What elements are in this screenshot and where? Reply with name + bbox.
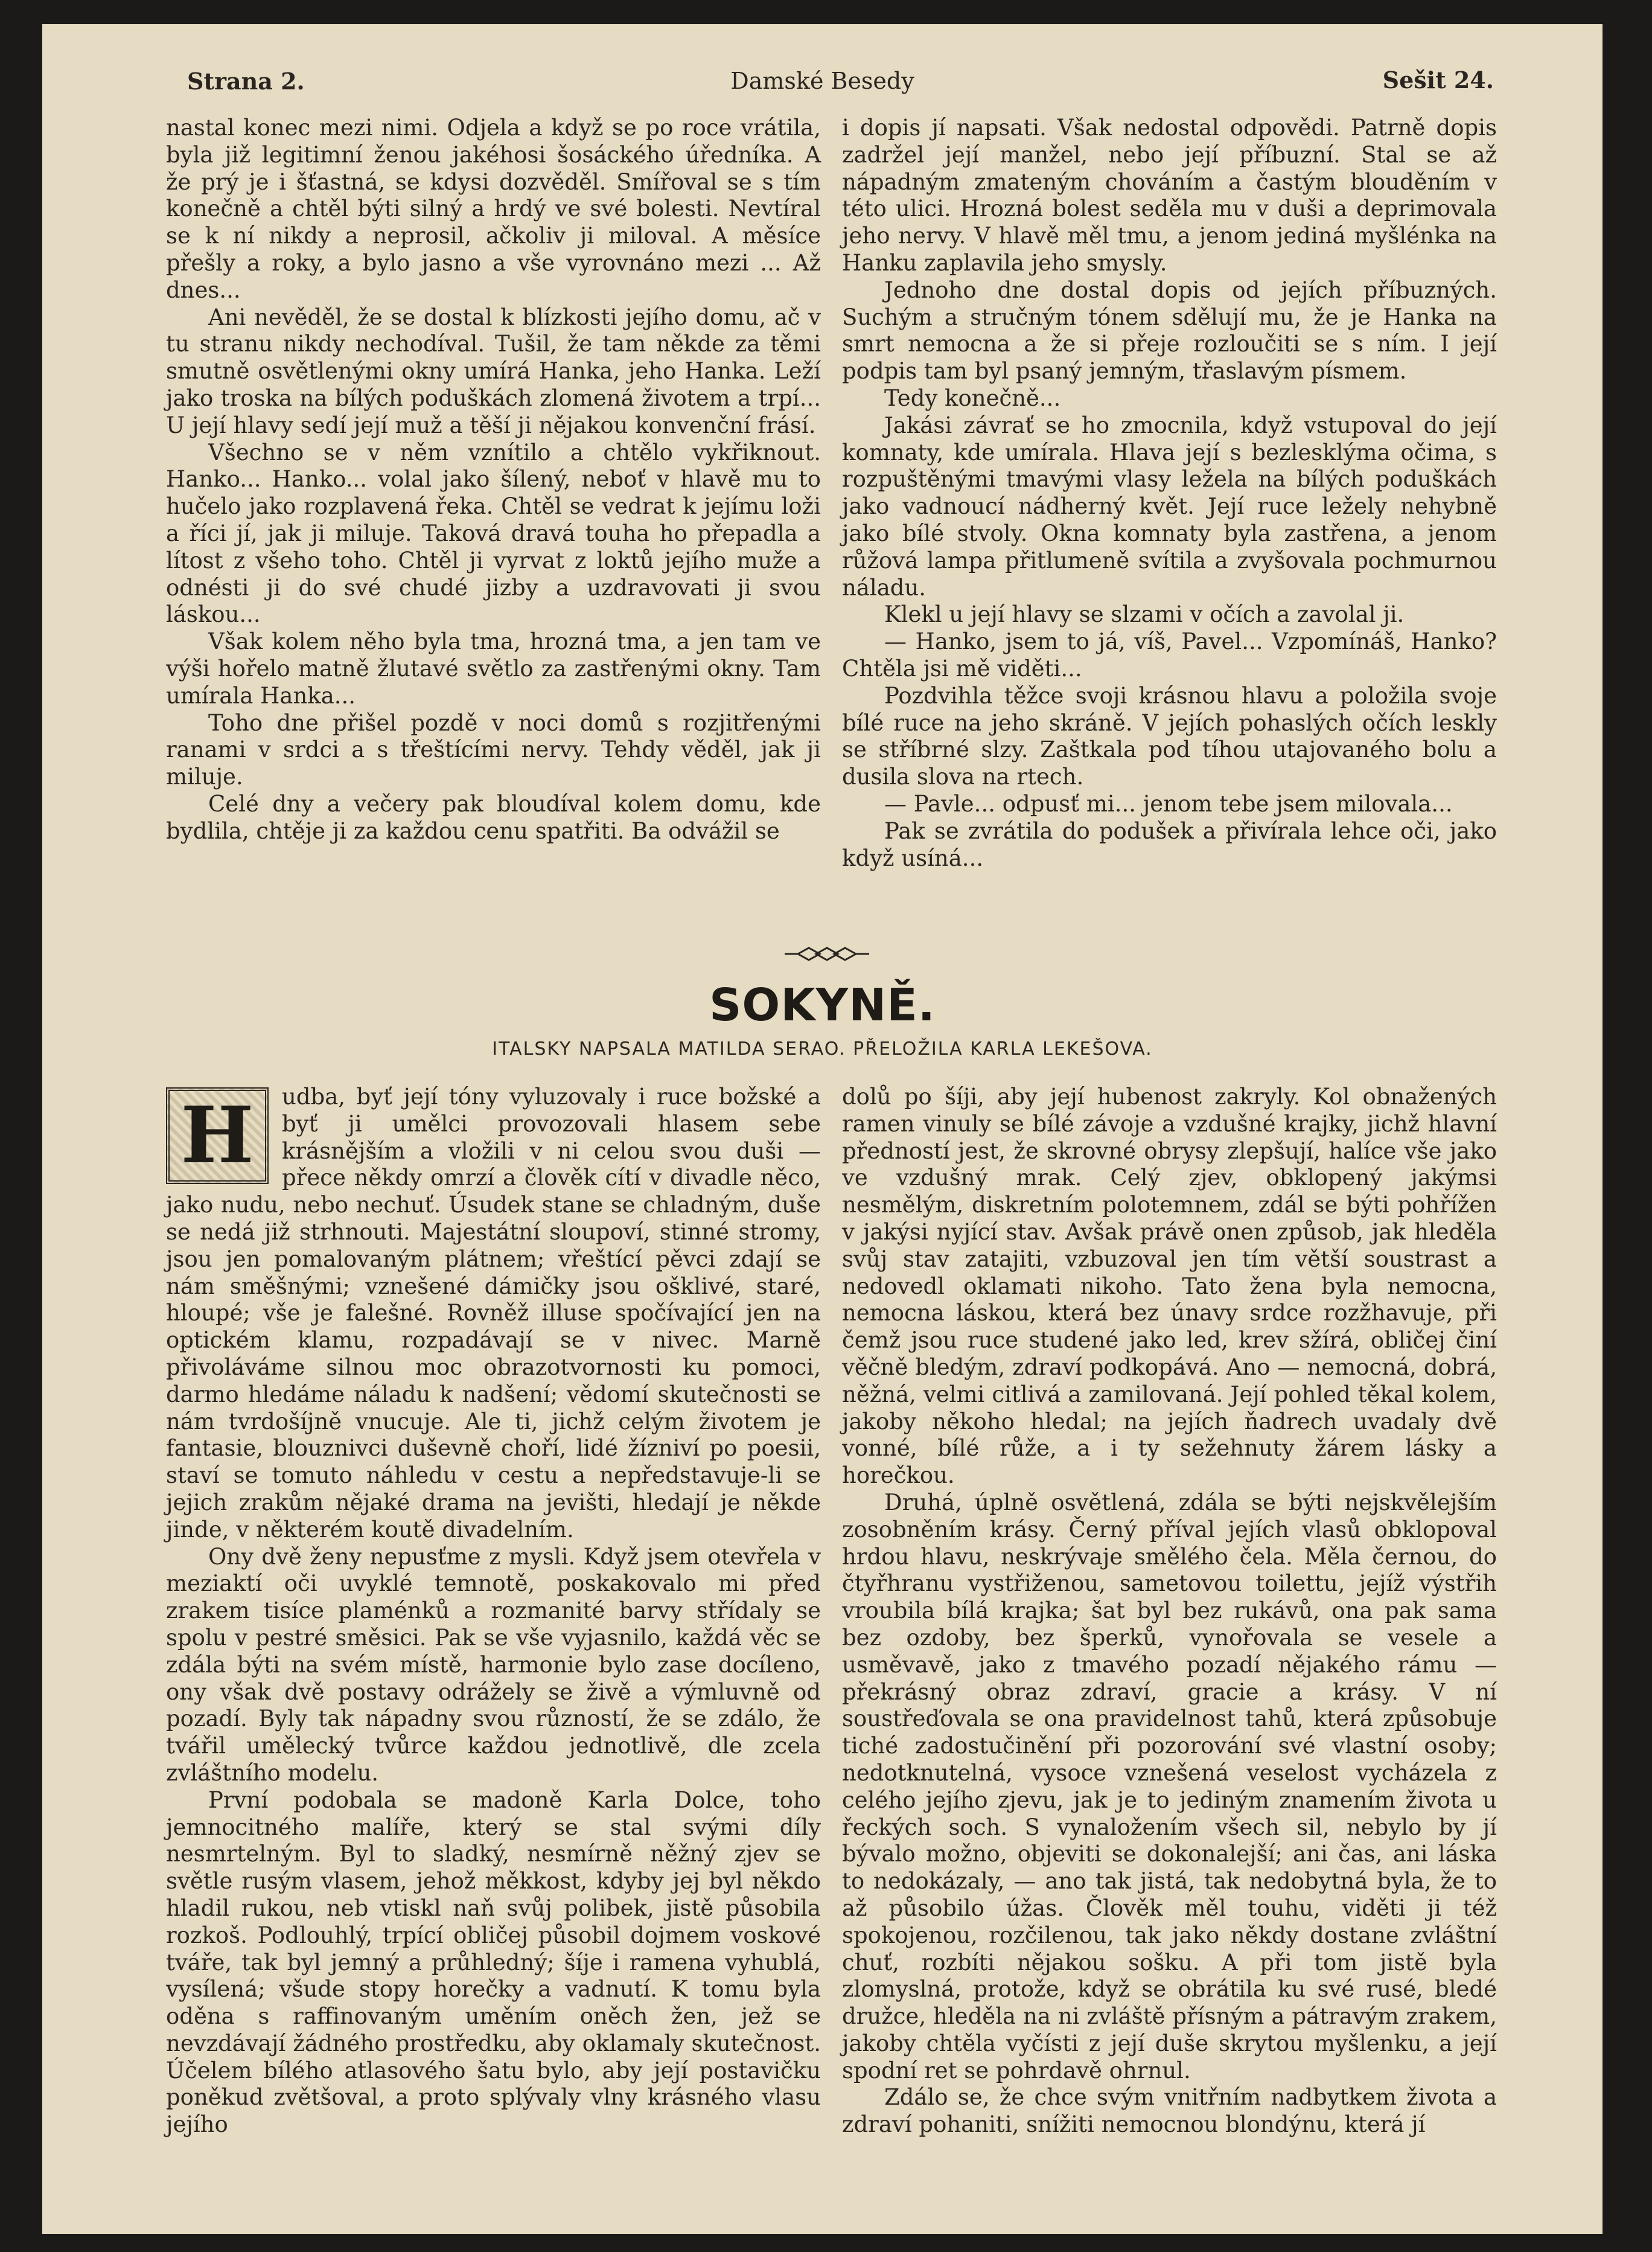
paragraph: Tedy konečně... (884, 385, 1061, 411)
story2-column-left (166, 1084, 821, 2138)
paragraph: Zdálo se, že chce svým vnitřním nadbytkem života a zdraví pohaniti, snížiti nemocnou blondýnu, která jí (842, 2084, 1497, 2138)
paragraph: Toho dne přišel pozdě v noci domů s rozjitřenými ranami v srdci a s třeštícími nervy. Tehdy věděl, jak ji miluje. (166, 709, 821, 790)
paragraph: Jakási závrať se ho zmocnila, když vstupoval do její komnaty, kde umírala. Hlava její s bezlesklýma očima, s rozpuštěnými tmavými vlasy ležela na bílých poduškách jako vadnoucí nádherný květ. Její ruce ležely nehybně jako bílé stvoly. Okna komnaty byla zastřena, a jenom růžová lampa přitlumeně svítila a zvyšovala pochmurnou náladu. (842, 412, 1497, 601)
paragraph: První podobala se madoně Karla Dolce, toho jemnocitného malíře, který se stal svými díly nesmrtelným. Byl to sladký, nesmírně něžný zjev se světle rusým vlasem, jehož měkkost, kdyby jej byl někdo hladil rukou, neb vtiskl naň svůj polibek, jistě působila rozkoš. Podlouhlý, trpící obličej působil dojmem voskové tváře, tak byl jemný a průhledný; šíje i ramena vyhublá, vysílená; všude stopy horečky a vadnutí. K tomu byla oděna s raffinovaným uměním oněch žen, jež se nevzdávají žádného prostředku, aby oklamaly skutečnost. Účelem bílého atlasového šatu bylo, aby její postavičku poněkud zvětšoval, a proto splývaly vlny krásného vlasu jejího (166, 1787, 821, 2138)
paragraph: Jednoho dne dostal dopis od jejích příbuzných. Suchým a stručným tónem sdělují mu, že je Hanka na smrt nemocna a že si přeje rozloučiti se s ním. I její podpis tam byl psaný jemným, třaslavým písmem. (842, 277, 1497, 385)
running-header (42, 43, 1603, 95)
paragraph: udba, byť její tóny vyluzovaly i ruce božské a byť ji umělci provozovali hlasem sebe krásnějším a vložili v ni celou svou duši — přece někdy omrzí a člověk cítí v divadle něco, jako nudu, nebo nechuť. Úsudek stane se chladným, duše se nedá již strhnouti. Majestátní sloupoví, stinné stromy, jsou jen pomalovaným plátnem; vřeštící pěvci zdají se nám směšnými; vznešené dámičky jsou ošklivé, staré, hloupé; vše je falešné. Rovněž illuse spočívající jen na optickém klamu, rozpadávají se v nivec. Marně přivoláváme silnou moc obrazotvornosti ku pomoci, darmo hledáme náladu k nadšení; vědomí skutečnosti se nám tvrdošíjně vnucuje. Ale ti, jichž celým životem je fantasie, blouznivci duševně choří, lidé žízniví po poesii, staví se tomuto náhledu v cestu a nepředstavuje-li se jejich zrakům nějaké drama na jevišti, hledají je někde jinde, v některém koutě divadelním. (166, 1084, 821, 1543)
issue-number: Sešit 24. (1382, 66, 1494, 94)
paragraph: dolů po šíji, aby její hubenost zakryly. Kol obnažených ramen vinuly se bílé závoje a vzdušné krajky, jichž hlavní předností jest, že skrovné obrysy zlepšují, halíce vše jako ve vzdušný mrak. Celý zjev, obklopený jakýmsi nesmělým, diskretním polotemnem, zdál se býti pohřížen v jakýsi nyjící stav. Avšak právě onen způsob, jak hleděla svůj stav zatajiti, vzbuzoval jen tím větší soustrast a nedovedl oklamati nikoho. Tato žena byla nemocna, nemocna láskou, která bez únavy srdce rozžhavuje, při čemž jsou ruce studené jako led, krev sžírá, obličej činí věčně bledým, zdraví podkopává. Ano — nemocná, dobrá, něžná, velmi citlivá a zamilovaná. Její pohled těkal kolem, jakoby někoho hledal; na jejích ňadrech uvadaly dvě vonné, bílé růže, a i ty sežehnuty žárem lásky a horečkou. (842, 1084, 1497, 1489)
magazine-page (42, 24, 1603, 2234)
paragraph: Všechno se v něm vznítilo a chtělo vykřiknout. Hanko... Hanko... volal jako šílený, neboť v hlavě mu to hučelo jako rozplavená řeka. Chtěl se vedrat k jejímu loži a říci jí, jak ji miluje. Taková dravá touha ho přepadla a lítost z všeho toho. Chtěl ji vyrvat z loktů jejího muže a odnésti ji do své chudé jizby a uzdravovati ji svou láskou... (166, 439, 821, 628)
page-number: Strana 2. (187, 68, 305, 95)
paragraph: Celé dny a večery pak bloudíval kolem domu, kde bydlila, chtěje ji za každou cenu spatřiti. Ba odvážil se (166, 790, 821, 844)
article-title: SOKYNĚ. (709, 979, 936, 1031)
paragraph: Klekl u její hlavy se slzami v očích a zavolal ji. (884, 601, 1405, 628)
ornament-divider-icon (785, 945, 869, 963)
paragraph: i dopis jí napsati. Však nedostal odpovědi. Patrně dopis zadržel její manžel, nebo její příbuzní. Stal se až nápadným zmateným chováním a častým blouděním v této ulici. Hrozná bolest seděla mu v duši a deprimovala jeho nervy. V hlavě měl tmu, a jenom jediná myšlénka na Hanku zaplavila jeho smysly. (842, 115, 1497, 276)
story1-column-right (842, 115, 1497, 872)
paragraph: nastal konec mezi nimi. Odjela a když se po roce vrátila, byla již legitimní ženou jakéhosi šosáckého úředníka. A že prý je i šťastná, se kdysi dozvěděl. Smířoval se s tím konečně a chtěl býti silný a hrdý ve své bolesti. Nevtíral se k ní nikdy a neprosil, ačkoliv ji miloval. A měsíce přešly a roky, a bylo jasno a vše vyrovnáno mezi ... Až dnes... (166, 115, 821, 303)
paragraph: — Pavle... odpusť mi... jenom tebe jsem milovala... (884, 790, 1453, 817)
story1-column-left (166, 115, 821, 845)
paragraph: — Hanko, jsem to já, víš, Pavel... Vzpomínáš, Hanko? Chtěla jsi mě viděti... (842, 629, 1497, 682)
paragraph: Pozdvihla těžce svoji krásnou hlavu a položila svoje bílé ruce na jeho skráně. V jejích pohaslých očích leskly se stříbrné slzy. Zaštkala pod tíhou utajovaného bolu a dusila slova na rtech. (842, 682, 1497, 790)
article-byline: ITALSKY NAPSALA MATILDA SERAO. PŘELOŽILA KARLA LEKEŠOVA. (492, 1038, 1153, 1060)
paragraph: Ony dvě ženy nepusťme z mysli. Když jsem otevřela v meziaktí oči uvyklé temnotě, poskakovalo mi před zrakem tisíce plaménků a rozmanité barvy střídaly se spolu v pestré směsici. Pak se vše vyjasnilo, každá věc se zdála býti na svém místě, harmonie bylo zase docíleno, ony však dvě postavy odrážely se živě a výmluvně od pozadí. Byly tak nápadny svou růzností, že se zdálo, že tvářil umělecký tvůrce každou jednotlivě, dle zcela zvláštního modelu. (166, 1543, 821, 1786)
paragraph: Druhá, úplně osvětlená, zdála se býti nejskvělejším zosobněním krásy. Černý příval jejích vlasů obklopoval hrdou hlavu, neskrývaje smělého čela. Měla černou, do čtyřhranu vystřiženou, sametovou toilettu, jejíž výstřih vroubila bílá krajka; šat byl bez rukávů, ona pak sama bez ozdoby, bez šperků, vynořovala se vesele a usměvavě, jako z tmavého pozadí nějakého rámu — překrásný obraz zdraví, gracie a krásy. V ní soustřeďovala se ona pravidelnost tahů, která způsobuje tiché zadostučinění při pozorování své vlastní osoby; nedotknutelná, vysoce vznešená veselost vycházela z celého jejího zjevu, jak je to jediným znamením života u řeckých soch. S vynaložením všech sil, nebylo by jí bývalo možno, objeviti se dokonalejší; ani čas, ani láska to nedokázaly, — ano tak jistá, tak nedobytná byla, že to až působilo úžas. Člověk měl touhu, viděti ji též spokojenou, rozčilenou, tak jako někdy dostane zvláštní chuť, rozbíti nějakou sošku. A při tom jistě byla zlomyslná, protože, když se obrátila ku své rusé, bledé družce, hleděla na ni zvláště přísným a pátravým zrakem, jakoby chtěla vyčísti z její duše skrytou myšlenku, a její spodní ret se pohrdavě ohrnul. (842, 1489, 1497, 2084)
paragraph: Však kolem něho byla tma, hrozná tma, a jen tam ve výši hořelo matně žlutavé světlo za zastřenými okny. Tam umírala Hanka... (166, 629, 821, 709)
paragraph: Ani nevěděl, že se dostal k blízkosti jejího domu, ač v tu stranu nikdy nechodíval. Tušil, že tam někde za těmi smutně osvětlenými okny umírá Hanka, jeho Hanka. Leží jako troska na bílých poduškách zlomená životem a trpí... U její hlavy sedí její muž a těší ji nějakou konvenční frásí. (166, 304, 821, 438)
story2-column-right (842, 1084, 1497, 2138)
drop-cap: H (166, 1087, 269, 1184)
paragraph: Pak se zvrátila do podušek a přivírala lehce oči, jako když usíná... (842, 817, 1497, 871)
magazine-title: Damské Besedy (730, 68, 914, 94)
